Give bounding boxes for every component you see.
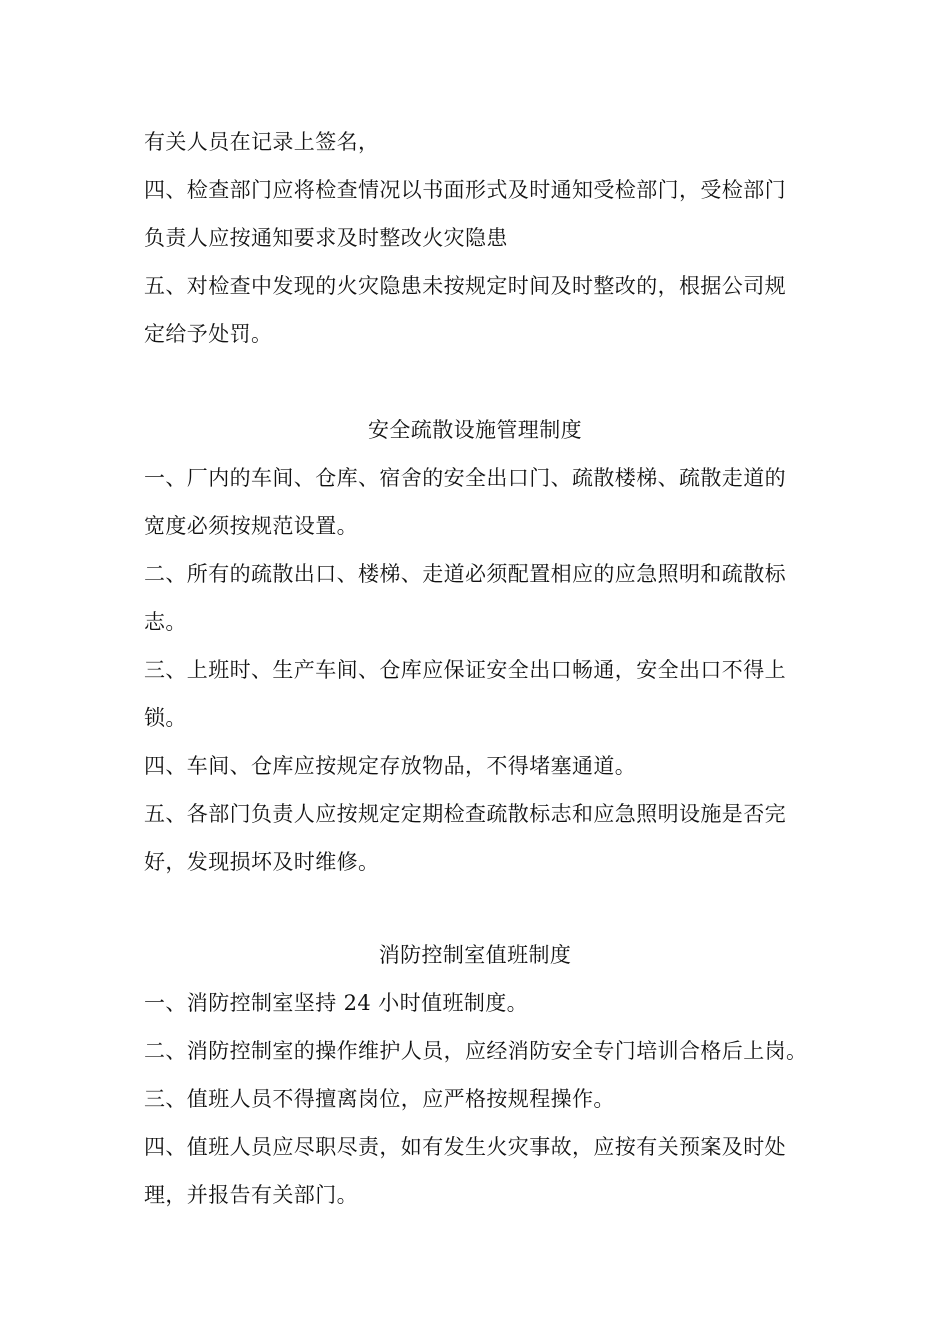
evacuation-line-6: 锁。 bbox=[144, 706, 187, 730]
intro-line-1: 有关人员在记录上签名， bbox=[144, 130, 380, 154]
evacuation-line-2: 宽度必须按规范设置。 bbox=[144, 514, 358, 538]
intro-line-4: 五、对检查中发现的火灾隐患未按规定时间及时整改的，根据公司规 bbox=[144, 274, 786, 298]
control-room-line-5: 理，并报告有关部门。 bbox=[144, 1183, 358, 1207]
evacuation-line-5: 三、上班时、生产车间、仓库应保证安全出口畅通，安全出口不得上 bbox=[144, 658, 786, 682]
intro-line-5: 定给予处罚。 bbox=[144, 322, 273, 346]
evacuation-line-4: 志。 bbox=[144, 610, 187, 634]
evacuation-line-3: 二、所有的疏散出口、楼梯、走道必须配置相应的应急照明和疏散标 bbox=[144, 562, 786, 586]
intro-line-2: 四、检查部门应将检查情况以书面形式及时通知受检部门，受检部门 bbox=[144, 178, 786, 202]
evacuation-line-7: 四、车间、仓库应按规定存放物品，不得堵塞通道。 bbox=[144, 754, 637, 778]
control-room-line-2: 二、消防控制室的操作维护人员，应经消防安全专门培训合格后上岗。 bbox=[144, 1039, 808, 1063]
intro-line-3: 负责人应按通知要求及时整改火灾隐患 bbox=[144, 226, 508, 250]
section-control-room-title: 消防控制室值班制度 bbox=[378, 943, 572, 967]
control-room-line-4: 四、值班人员应尽职尽责，如有发生火灾事故，应按有关预案及时处 bbox=[144, 1135, 786, 1159]
section-evacuation-title: 安全疏散设施管理制度 bbox=[368, 418, 582, 442]
evacuation-line-1: 一、厂内的车间、仓库、宿舍的安全出口门、疏散楼梯、疏散走道的 bbox=[144, 466, 786, 490]
evacuation-line-9: 好，发现损坏及时维修。 bbox=[144, 850, 380, 874]
control-room-line-1: 一、消防控制室坚持 24 小时值班制度。 bbox=[144, 991, 529, 1015]
evacuation-line-8: 五、各部门负责人应按规定定期检查疏散标志和应急照明设施是否完 bbox=[144, 802, 786, 826]
control-room-line-3: 三、值班人员不得擅离岗位，应严格按规程操作。 bbox=[144, 1087, 615, 1111]
